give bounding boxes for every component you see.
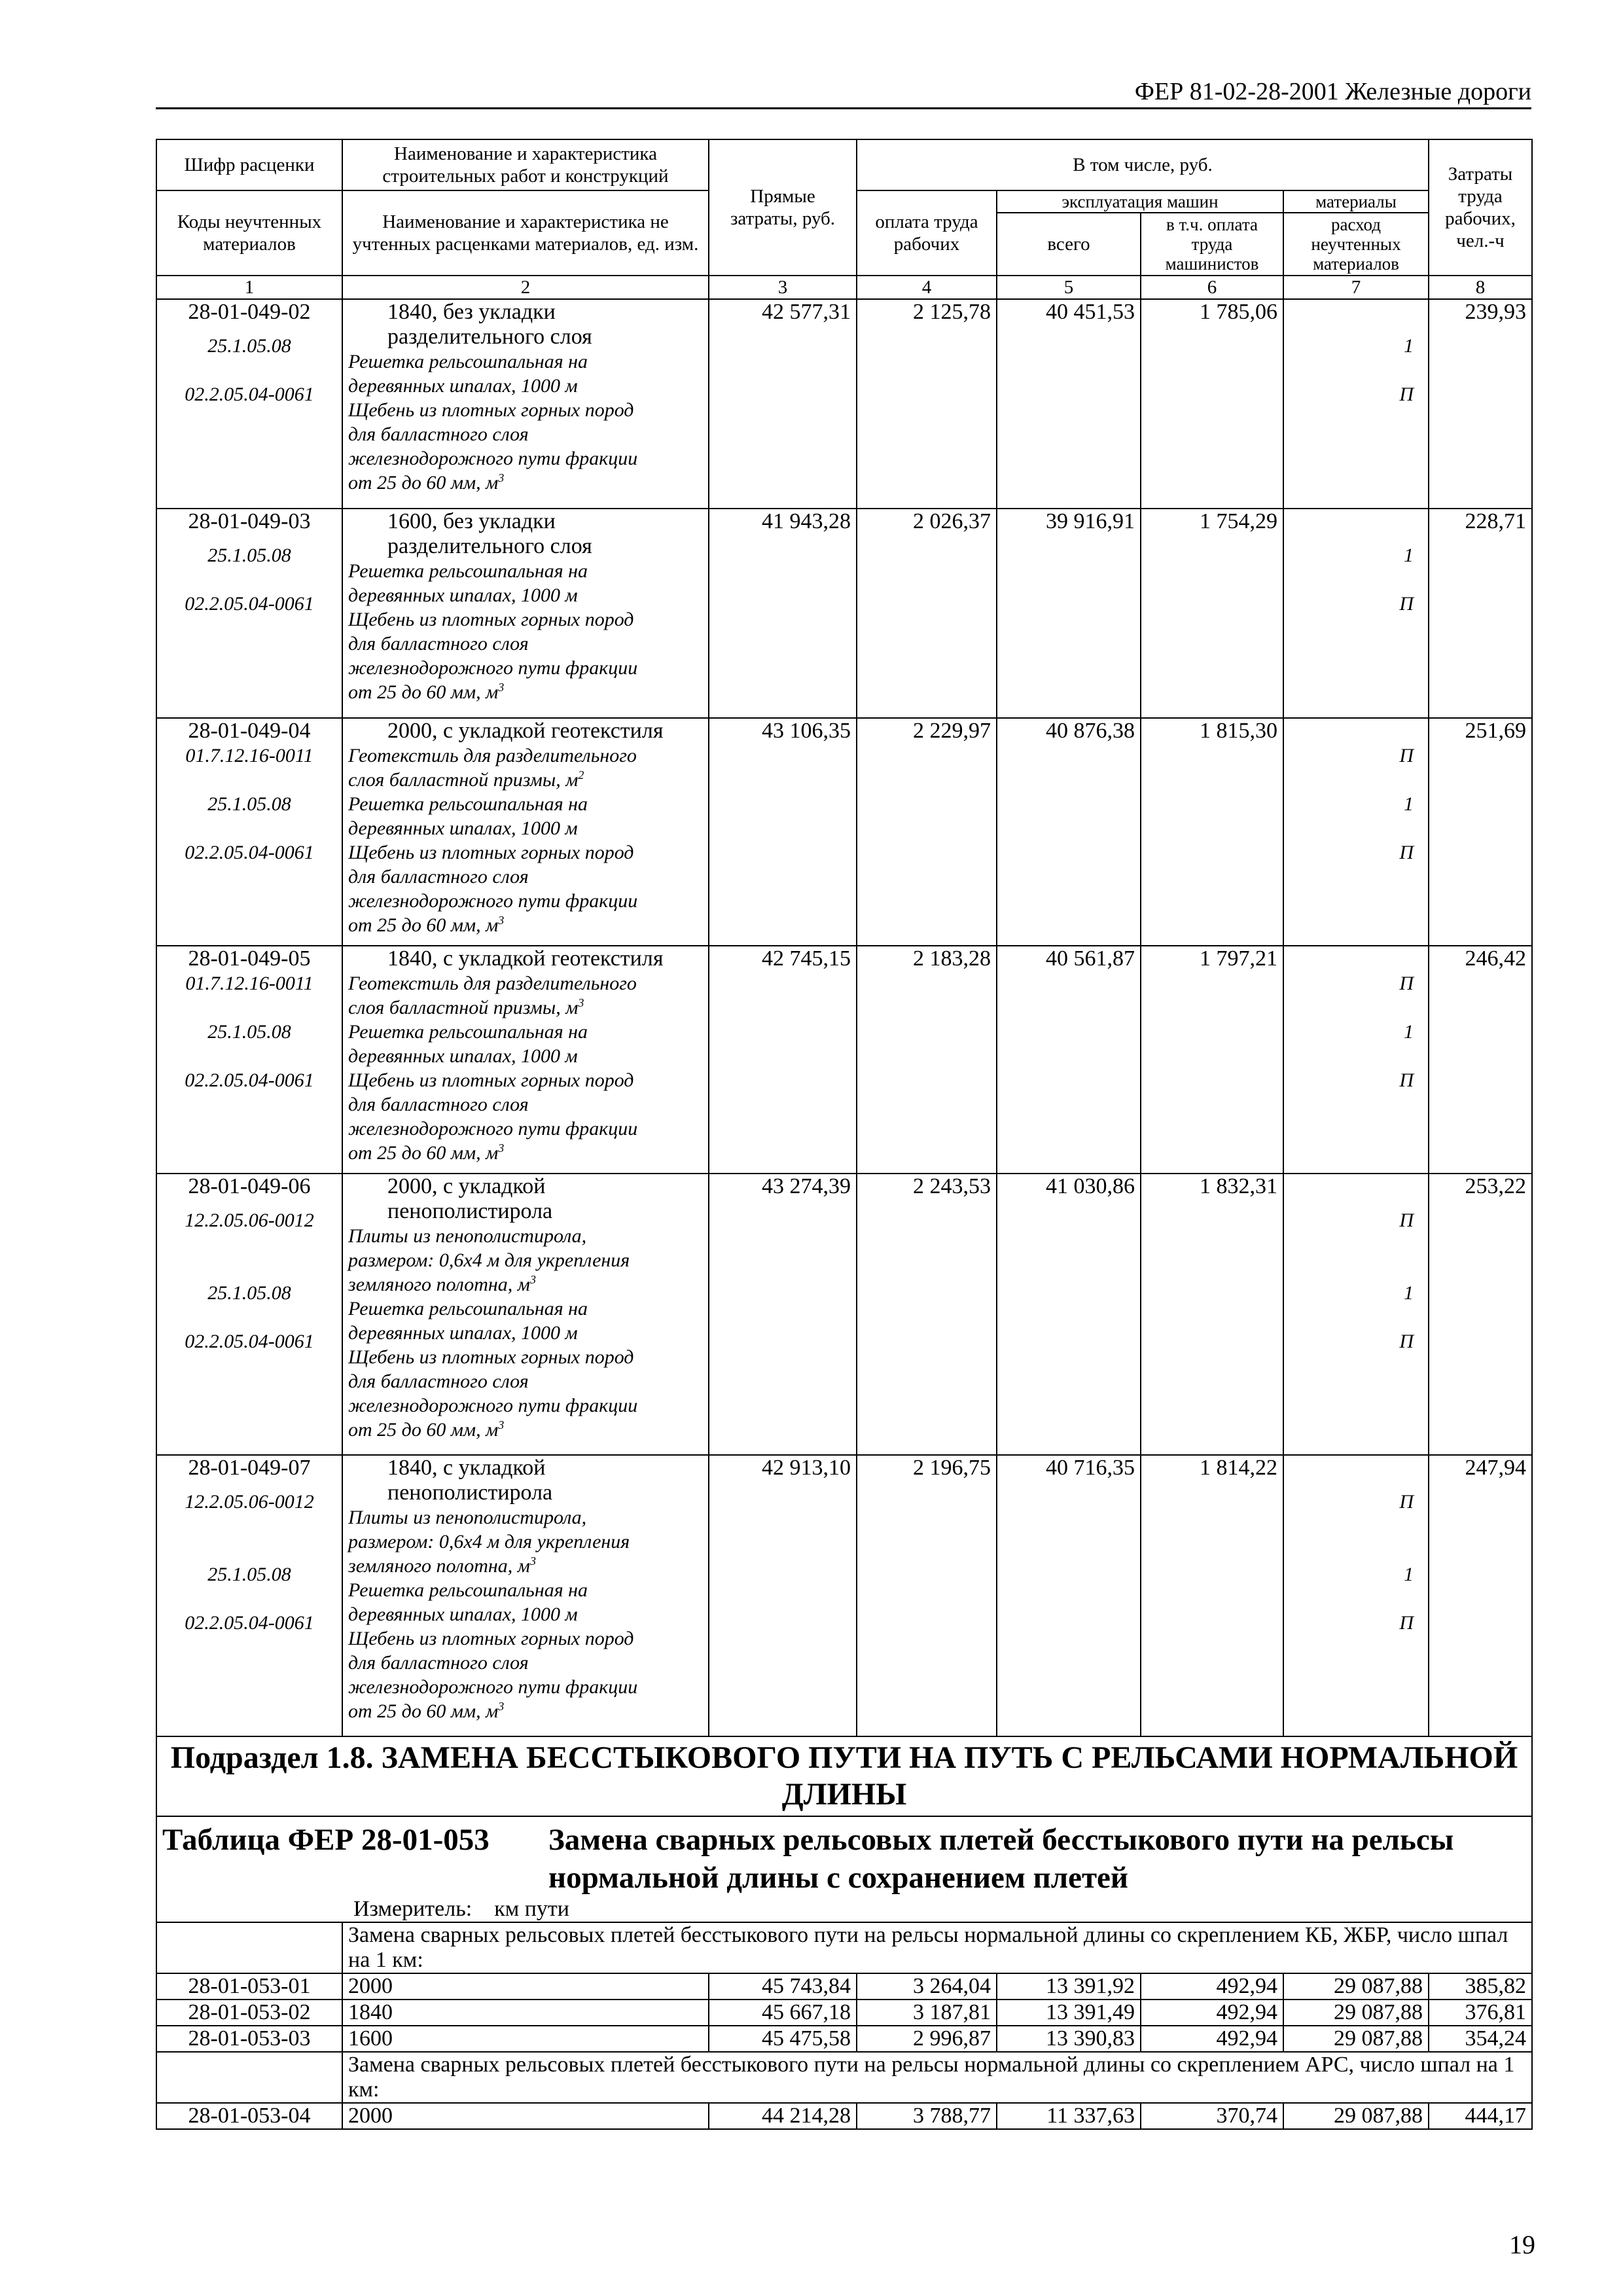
rate-code: 28-01-049-07 (188, 1456, 311, 1480)
material-name: Геотекстиль для разделительного (348, 745, 637, 766)
materials-cost: 29 087,88 (1283, 2026, 1429, 2052)
head-machines: эксплуатация машин (997, 190, 1283, 213)
material-qty: 1 (1404, 335, 1414, 357)
material-code: 02.2.05.04-0061 (185, 1069, 314, 1091)
machines-total: 39 916,91 (997, 509, 1141, 718)
labor-pay: 2 196,75 (857, 1455, 997, 1736)
material-name: Щебень из плотных горных пород (348, 1069, 634, 1091)
column-number: 7 (1283, 276, 1429, 299)
labor-hours: 228,71 (1429, 509, 1532, 718)
labor-pay: 3 187,81 (857, 2000, 997, 2026)
head-name-bottom: Наименование и характеристика не учтенных расценками материалов, ед. изм. (342, 190, 709, 276)
material-name: Плиты из пенополистирола, (348, 1507, 587, 1528)
labor-pay: 2 183,28 (857, 946, 997, 1174)
rate-name: 2000 (342, 1973, 709, 2000)
material-code: 12.2.05.06-0012 (185, 1210, 314, 1231)
machinists-pay: 1 754,29 (1141, 509, 1283, 718)
material-name: Щебень из плотных горных пород (348, 609, 634, 630)
direct-cost: 42 577,31 (709, 299, 857, 509)
material-code: 12.2.05.06-0012 (185, 1491, 314, 1513)
rate-name-cont: пенополистирола (387, 1199, 553, 1223)
group-title: Замена сварных рельсовых плетей бесстыкового пути на рельсы нормальной длины со скреплением АРС, число шпал на 1 км: (342, 2052, 1532, 2103)
labor-hours: 354,24 (1429, 2026, 1532, 2052)
machinists-pay: 1 815,30 (1141, 718, 1283, 946)
machinists-pay: 370,74 (1141, 2103, 1283, 2129)
materials-cost: 29 087,88 (1283, 1973, 1429, 2000)
materials-cost: 29 087,88 (1283, 2103, 1429, 2129)
labor-pay: 2 996,87 (857, 2026, 997, 2052)
head-incl: В том числе, руб. (857, 139, 1429, 190)
material-code: 02.2.05.04-0061 (185, 842, 314, 863)
section-title: Подраздел 1.8. ЗАМЕНА БЕССТЫКОВОГО ПУТИ НА ПУТЬ С РЕЛЬСАМИ НОРМАЛЬНОЙ ДЛИНЫ (156, 1736, 1532, 1816)
direct-cost: 43 274,39 (709, 1174, 857, 1455)
rate-name: 2000, с укладкой геотекстиля (387, 719, 664, 743)
table-row: 28-01-049-03 25.1.05.08 02.2.05.04-0061 1600, без укладки разделительного слоя Решетка рельсошпальная на деревянных шпалах, 1000 м Щебень из плотных горных пород для балластного слоя железнодорожного пути фракции от 25 до 60 мм, $м^3$ 41 943,28 2 026,37 39 916,91 1 754,29 1 П 228,71 (156, 509, 1532, 718)
table-title-row (156, 1816, 1532, 1922)
table-row: 28-01-049-04 01.7.12.16-0011 25.1.05.08 02.2.05.04-0061 2000, с укладкой геотекстиля Геотекстиль для разделительного слоя балластной призмы, $м^2$ Решетка рельсошпальная на деревянных шпалах, 1000 м Щебень из плотных горных пород для балластного слоя железнодорожного пути фракции от 25 до 60 мм, $м^3$ 43 106,35 2 229,97 40 876,38 1 815,30 П 1 П 251,69 (156, 718, 1532, 946)
material-name: Решетка рельсошпальная на (348, 1579, 588, 1601)
material-name: Щебень из плотных горных пород (348, 1628, 634, 1649)
material-name: Решетка рельсошпальная на (348, 1298, 588, 1319)
machines-total: 13 391,49 (997, 2000, 1141, 2026)
column-number: 4 (857, 276, 997, 299)
material-name: Решетка рельсошпальная на (348, 793, 588, 815)
materials-cost: 29 087,88 (1283, 2000, 1429, 2026)
page-number: 19 (1509, 2230, 1535, 2259)
rate-name: 1840, с укладкой (387, 1456, 546, 1480)
labor-hours: 253,22 (1429, 1174, 1532, 1455)
machines-total: 40 561,87 (997, 946, 1141, 1174)
material-code: 02.2.05.04-0061 (185, 1612, 314, 1634)
rate-name: 1840, с укладкой геотекстиля (387, 946, 664, 971)
direct-cost: 42 913,10 (709, 1455, 857, 1736)
labor-hours: 251,69 (1429, 718, 1532, 946)
rate-code: 28-01-049-06 (188, 1174, 311, 1198)
material-code: 02.2.05.04-0061 (185, 1331, 314, 1352)
rate-name: 2000 (342, 2103, 709, 2129)
labor-pay: 2 243,53 (857, 1174, 997, 1455)
head-materials: материалы (1283, 190, 1429, 213)
group-row (156, 1922, 1532, 1973)
table-row (156, 2103, 1532, 2129)
material-name: Решетка рельсошпальная на (348, 1021, 588, 1043)
material-qty: 1 (1404, 1564, 1414, 1585)
material-qty: П (1399, 973, 1414, 994)
material-qty: П (1399, 745, 1414, 766)
material-code: 01.7.12.16-0011 (185, 745, 313, 766)
column-number: 8 (1429, 276, 1532, 299)
table-row: 28-01-049-07 12.2.05.06-0012 25.1.05.08 02.2.05.04-0061 1840, с укладкой пенополистирола Плиты из пенополистирола, размером: 0,6х4 м для укрепления земляного полотна, $м^3$ Решетка рельсошпальная на деревянных шпалах, 1000 м Щебень из плотных горных пород для балластного слоя железнодорожного пути фракции от 25 до 60 мм, $м^3$ 42 913,10 2 196,75 40 716,35 1 814,22 П 1 П 247,94 (156, 1455, 1532, 1736)
rate-code: 28-01-053-01 (156, 1973, 342, 2000)
labor-hours: 247,94 (1429, 1455, 1532, 1736)
column-number: 1 (156, 276, 342, 299)
material-qty: П (1399, 1069, 1414, 1091)
machines-total: 40 716,35 (997, 1455, 1141, 1736)
machinists-pay: 492,94 (1141, 2000, 1283, 2026)
material-qty: П (1399, 593, 1414, 615)
header-rule (156, 107, 1531, 109)
material-code: 01.7.12.16-0011 (185, 973, 313, 994)
rate-code: 28-01-053-03 (156, 2026, 342, 2052)
machines-total: 13 390,83 (997, 2026, 1141, 2052)
rate-name-cont: разделительного слоя (387, 325, 592, 349)
section-row (156, 1736, 1532, 1816)
group-row (156, 2052, 1532, 2103)
rate-code: 28-01-049-05 (188, 946, 311, 971)
head-labor-pay: оплата труда рабочих (857, 190, 997, 276)
material-code: 02.2.05.04-0061 (185, 384, 314, 405)
material-qty: 1 (1404, 1282, 1414, 1304)
machinists-pay: 1 797,21 (1141, 946, 1283, 1174)
column-number: 6 (1141, 276, 1283, 299)
material-qty: П (1399, 1491, 1414, 1513)
head-unaccounted: расход неучтенных материалов (1283, 213, 1429, 276)
machines-total: 13 391,92 (997, 1973, 1141, 2000)
column-number: 5 (997, 276, 1141, 299)
table-row: 28-01-049-02 25.1.05.08 02.2.05.04-0061 1840, без укладки разделительного слоя Решетка рельсошпальная на деревянных шпалах, 1000 м Щебень из плотных горных пород для балластного слоя железнодорожного пути фракции от 25 до 60 мм, $м^3$ 42 577,31 2 125,78 40 451,53 1 785,06 1 П 239,93 (156, 299, 1532, 509)
material-qty: П (1399, 1612, 1414, 1634)
table-row (156, 2000, 1532, 2026)
material-name: Щебень из плотных горных пород (348, 399, 634, 421)
labor-hours: 246,42 (1429, 946, 1532, 1174)
material-code: 25.1.05.08 (207, 1564, 291, 1585)
material-code: 25.1.05.08 (207, 1282, 291, 1304)
material-code: 25.1.05.08 (207, 1021, 291, 1043)
labor-hours: 376,81 (1429, 2000, 1532, 2026)
table-row: 28-01-049-06 12.2.05.06-0012 25.1.05.08 02.2.05.04-0061 2000, с укладкой пенополистирола Плиты из пенополистирола, размером: 0,6х4 м для укрепления земляного полотна, $м^3$ Решетка рельсошпальная на деревянных шпалах, 1000 м Щебень из плотных горных пород для балластного слоя железнодорожного пути фракции от 25 до 60 мм, $м^3$ 43 274,39 2 243,53 41 030,86 1 832,31 П 1 П 253,22 (156, 1174, 1532, 1455)
rate-code: 28-01-049-03 (188, 509, 311, 533)
table-title: Замена сварных рельсовых плетей бесстыкового пути на рельсы нормальной длины с сохранением плетей (548, 1823, 1454, 1895)
material-name: Решетка рельсошпальная на (348, 351, 588, 372)
rate-name: 1600, без укладки (387, 509, 556, 533)
direct-cost: 43 106,35 (709, 718, 857, 946)
labor-pay: 3 264,04 (857, 1973, 997, 2000)
material-name: Плиты из пенополистирола, (348, 1225, 587, 1247)
labor-hours: 239,93 (1429, 299, 1532, 509)
direct-cost: 45 743,84 (709, 1973, 857, 2000)
material-qty: П (1399, 842, 1414, 863)
head-name-top: Наименование и характеристика строительных работ и конструкций (342, 139, 709, 190)
rate-code: 28-01-053-02 (156, 2000, 342, 2026)
running-header: ФЕР 81-02-28-2001 Железные дороги (1134, 78, 1531, 105)
machinists-pay: 1 814,22 (1141, 1455, 1283, 1736)
direct-cost: 41 943,28 (709, 509, 857, 718)
column-number: 3 (709, 276, 857, 299)
rate-name: 1840 (342, 2000, 709, 2026)
head-total: всего (997, 213, 1141, 276)
material-qty: П (1399, 1210, 1414, 1231)
rate-code: 28-01-053-04 (156, 2103, 342, 2129)
material-code: 25.1.05.08 (207, 545, 291, 566)
table-label: Таблица ФЕР 28-01-053 (162, 1823, 490, 1857)
table-row: 28-01-049-05 01.7.12.16-0011 25.1.05.08 02.2.05.04-0061 1840, с укладкой геотекстиля Геотекстиль для разделительного слоя балластной призмы, $м^3$ Решетка рельсошпальная на деревянных шпалах, 1000 м Щебень из плотных горных пород для балластного слоя железнодорожного пути фракции от 25 до 60 мм, $м^3$ 42 745,15 2 183,28 40 561,87 1 797,21 П 1 П 246,42 (156, 946, 1532, 1174)
material-qty: 1 (1404, 793, 1414, 815)
machinists-pay: 1 785,06 (1141, 299, 1283, 509)
machines-total: 40 876,38 (997, 718, 1141, 946)
material-qty: 1 (1404, 545, 1414, 566)
material-code: 25.1.05.08 (207, 793, 291, 815)
material-code: 25.1.05.08 (207, 335, 291, 357)
rate-name: 2000, с укладкой (387, 1174, 546, 1198)
direct-cost: 45 475,58 (709, 2026, 857, 2052)
labor-hours: 444,17 (1429, 2103, 1532, 2129)
labor-pay: 2 026,37 (857, 509, 997, 718)
material-name: Щебень из плотных горных пород (348, 1346, 634, 1368)
material-qty: 1 (1404, 1021, 1414, 1043)
column-numbers-row (156, 276, 1532, 299)
rate-code: 28-01-049-02 (188, 300, 311, 324)
direct-cost: 45 667,18 (709, 2000, 857, 2026)
head-labor-cost: Затраты труда рабочих, чел.-ч (1429, 139, 1532, 276)
column-number: 2 (342, 276, 709, 299)
labor-hours: 385,82 (1429, 1973, 1532, 2000)
machines-total: 40 451,53 (997, 299, 1141, 509)
machines-total: 41 030,86 (997, 1174, 1141, 1455)
labor-pay: 3 788,77 (857, 2103, 997, 2129)
price-table (156, 139, 1533, 2130)
rate-name: 1840, без укладки (387, 300, 556, 324)
material-name: Геотекстиль для разделительного (348, 973, 637, 994)
rate-name: 1600 (342, 2026, 709, 2052)
head-incl-machinists: в т.ч. оплата труда машинистов (1141, 213, 1283, 276)
head-code-top: Шифр расценки (156, 139, 342, 190)
table-row (156, 2026, 1532, 2052)
direct-cost: 42 745,15 (709, 946, 857, 1174)
rate-code: 28-01-049-04 (188, 719, 311, 743)
material-qty: П (1399, 384, 1414, 405)
material-qty: П (1399, 1331, 1414, 1352)
meter-label: Измеритель: (353, 1897, 473, 1921)
table-row (156, 1973, 1532, 2000)
machinists-pay: 492,94 (1141, 2026, 1283, 2052)
machines-total: 11 337,63 (997, 2103, 1141, 2129)
direct-cost: 44 214,28 (709, 2103, 857, 2129)
labor-pay: 2 229,97 (857, 718, 997, 946)
machinists-pay: 492,94 (1141, 1973, 1283, 2000)
rate-name-cont: разделительного слоя (387, 534, 592, 558)
rate-name-cont: пенополистирола (387, 1480, 553, 1505)
meter-value: км пути (494, 1897, 569, 1921)
machinists-pay: 1 832,31 (1141, 1174, 1283, 1455)
material-name: Щебень из плотных горных пород (348, 842, 634, 863)
head-code-bottom: Коды неучтенных материалов (156, 190, 342, 276)
head-direct: Прямые затраты, руб. (709, 139, 857, 276)
material-name: Решетка рельсошпальная на (348, 560, 588, 582)
material-code: 02.2.05.04-0061 (185, 593, 314, 615)
group-title: Замена сварных рельсовых плетей бесстыкового пути на рельсы нормальной длины со скреплением КБ, ЖБР, число шпал на 1 км: (342, 1922, 1532, 1973)
labor-pay: 2 125,78 (857, 299, 997, 509)
